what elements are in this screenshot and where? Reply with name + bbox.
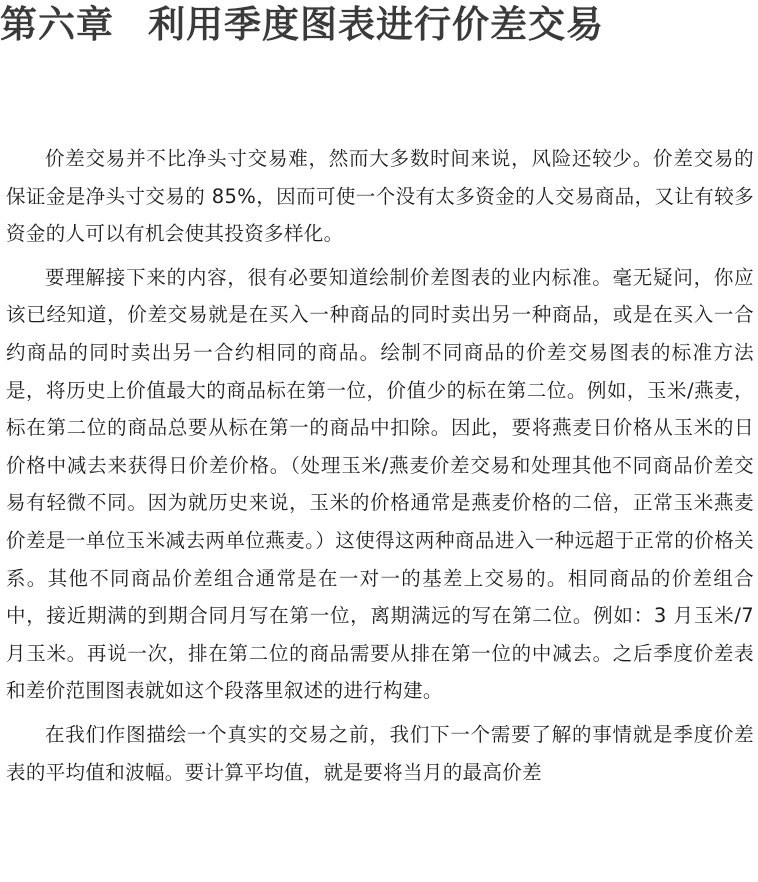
paragraph-spread-chart-standard: 要理解接下来的内容，很有必要知道绘制价差图表的业内标准。毫无疑问，你应该已经知道，价差交易就是在买入一种商品的同时卖出另一种商品，或是在买入一合约商品的同时卖出另一合约相同的商品。绘制不同商品的价差交易图表的标准方法是，将历史上价值最大的商品标在第一位，价值少的标在第二位。例如，玉米/燕麦，标在第二位的商品总要从标在第一的商品中扣除。因此，要将燕麦日价格从玉米的日价格中减去来获得日价差价格。（处理玉米/燕麦价差交易和处理其他不同商品价差交易有轻微不同。因为就历史来说，玉米的价格通常是燕麦价格的二倍，正常玉米燕麦价差是一单位玉米减去两单位燕麦。）这使得这两种商品进入一种远超于正常的价格关系。其他不同商品价差组合通常是在一对一的基差上交易的。相同商品的价差组合中，接近期满的到期合同月写在第一位，离期满远的写在第二位。例如：3 月玉米/7 月玉米。再说一次，排在第二位的商品需要从排在第一位的中减去。之后季度价差表和差价范围图表就如这个段落里叙述的进行构建。 (6, 265, 754, 703)
paragraph-spread-trading-intro: 价差交易并不比净头寸交易难，然而大多数时间来说，风险还较少。价差交易的保证金是净头寸交易的 85%，因而可使一个没有太多资金的人交易商品，又让有较多资金的人可以有机会使其投资多样化。 (6, 147, 754, 246)
chapter-number: 第六章 (0, 3, 114, 46)
chapter-title (0, 2, 758, 48)
paragraph-average-and-range: 在我们作图描绘一个真实的交易之前，我们下一个需要了解的事情就是季度价差表的平均值和波幅。要计算平均值，就是要将当月的最高价差 (6, 722, 754, 784)
body-text (6, 140, 754, 797)
chapter-title-text: 利用季度图表进行价差交易 (148, 3, 604, 46)
